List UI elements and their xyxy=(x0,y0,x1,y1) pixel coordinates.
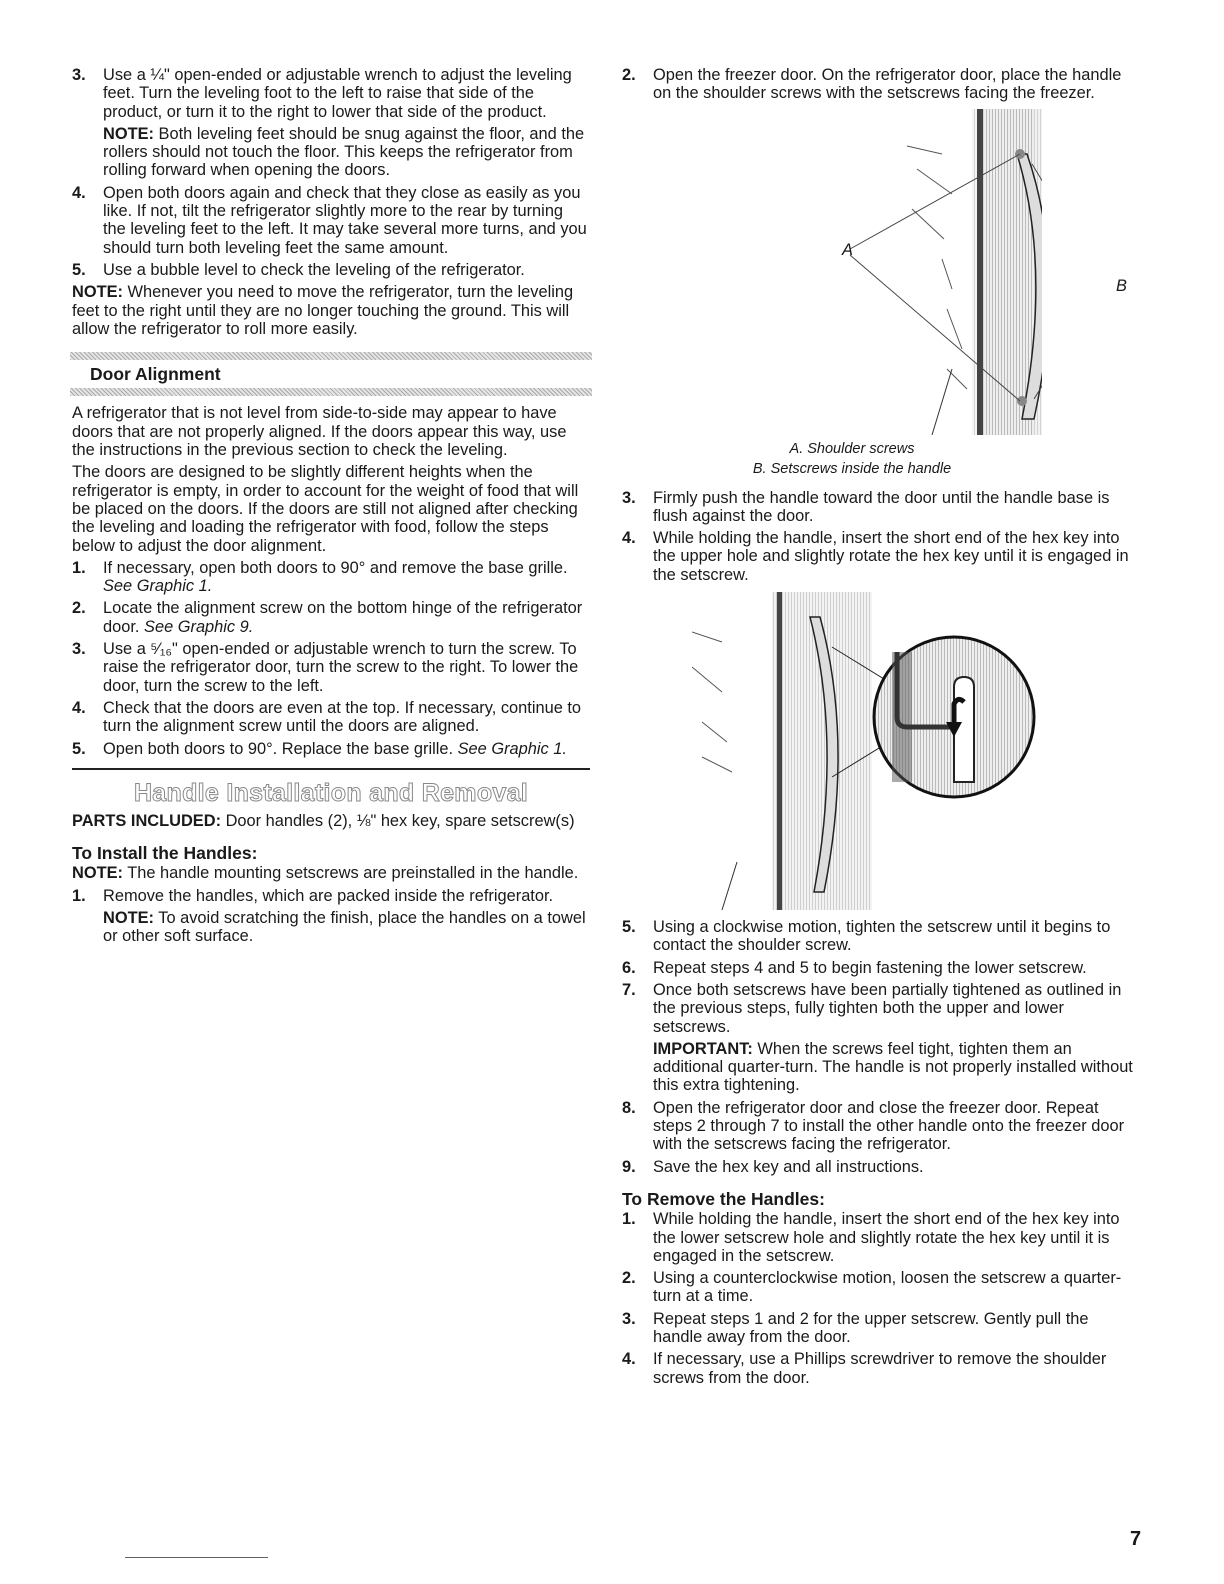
list-item xyxy=(622,1310,1142,1347)
step-number: 7. xyxy=(622,980,636,999)
list-item xyxy=(72,559,590,596)
step-text: Use a bubble level to check the leveling of the refrigerator. xyxy=(103,260,525,279)
note-text: Both leveling feet should be snug against the floor, and the rollers should not touch the floor. This keeps the refrigerator from rolling forward when opening the doors. xyxy=(103,124,585,180)
caption-b: B. Setscrews inside the handle xyxy=(752,460,952,477)
step-text: Using a counterclockwise motion, loosen the setscrew a quarter-turn at a time. xyxy=(653,1269,1122,1306)
section-heading: Handle Installation and Removal xyxy=(133,778,529,807)
note-label: NOTE: xyxy=(72,283,123,302)
step-number: 6. xyxy=(622,958,636,977)
step-number: 2. xyxy=(622,1269,636,1288)
step-text: Open both doors again and check that they close as easily as you like. If not, tilt the refrigerator slightly more to the rear by turning the leveling feet to the left. It may take several more turns, and you should turn both leveling feet the same amount. xyxy=(103,183,587,257)
step-number: 3. xyxy=(622,1309,636,1328)
note-text: Whenever you need to move the refrigerator, turn the leveling feet to the right until they are no longer touching the ground. This will allow the refrigerator to roll more easily. xyxy=(72,283,574,338)
hex-key-setscrew-drawing xyxy=(692,592,1052,910)
step-number: 3. xyxy=(72,640,86,659)
step-number: 5. xyxy=(72,260,86,279)
graphic-ref: See Graphic 9. xyxy=(144,617,254,636)
step-number: 2. xyxy=(622,66,636,84)
step-text: Check that the doors are even at the top. If necessary, continue to turn the alignment screw until the doors are aligned. xyxy=(103,698,582,736)
note-label: NOTE: xyxy=(103,124,154,143)
note xyxy=(103,909,590,946)
step-text: Open both doors to 90°. Replace the base grille. xyxy=(103,739,458,758)
move-note xyxy=(72,283,590,338)
list-item xyxy=(622,981,1142,1095)
step-number: 1. xyxy=(72,558,86,577)
paragraph: The doors are designed to be slightly different heights when the refrigerator is empty, in order to account for the weight of food that will be placed on the doors. If the doors are still not aligned after checking the leveling and loading the refrigerator with food, follow the steps below to adjust the door alignment. xyxy=(72,463,579,555)
note-label: NOTE: xyxy=(103,908,154,927)
step-text: While holding the handle, insert the short end of the hex key into the lower setscrew hole and slightly rotate the hex key until it is engaged in the setscrew. xyxy=(653,1210,1120,1265)
step-text: Once both setscrews have been partially tightened as outlined in the previous steps, fully tighten both the upper and lower setscrews. xyxy=(653,980,1122,1036)
step-text: Save the hex key and all instructions. xyxy=(653,1157,924,1176)
step-number: 1. xyxy=(622,1210,636,1229)
callout-label-b: B xyxy=(1116,276,1127,295)
list-item xyxy=(622,959,1142,977)
note-label: IMPORTANT: xyxy=(653,1039,753,1058)
step-text: If necessary, open both doors to 90° and remove the base grille. xyxy=(103,558,568,577)
list-item xyxy=(622,1158,1142,1176)
list-item xyxy=(622,1269,1142,1306)
list-item xyxy=(622,66,1142,103)
list-item xyxy=(622,918,1142,955)
step-number: 4. xyxy=(622,529,636,548)
graphic-ref: See Graphic 1. xyxy=(103,577,213,596)
right-column xyxy=(622,66,1142,1391)
important-note xyxy=(653,1040,1142,1095)
note-label: NOTE: xyxy=(72,864,123,883)
step-text: Using a clockwise motion, tighten the setscrew until it begins to contact the shoulder screw. xyxy=(653,918,1111,955)
step-number: 3. xyxy=(622,488,636,507)
graphic-ref: See Graphic 1. xyxy=(457,739,567,758)
caption-a: A. Shoulder screws xyxy=(789,440,915,457)
door-alignment-header xyxy=(72,352,590,396)
list-item xyxy=(72,740,590,758)
step-text: Repeat steps 4 and 5 to begin fastening the lower setscrew. xyxy=(653,958,1087,977)
paragraph: A refrigerator that is not level from side-to-side may appear to have doors that are not properly aligned. If the doors appear this way, use the instructions in the previous section to check the leveling. xyxy=(72,404,567,460)
subsection-title: To Remove the Handles: xyxy=(622,1188,825,1209)
list-item xyxy=(72,887,590,946)
section-title: Door Alignment xyxy=(90,364,221,385)
step-number: 4. xyxy=(622,1350,636,1369)
list-item xyxy=(72,599,590,636)
install-note xyxy=(72,864,590,882)
step-number: 8. xyxy=(622,1098,636,1117)
step-text: Remove the handles, which are packed inside the refrigerator. xyxy=(103,886,554,905)
list-item xyxy=(72,66,590,180)
refrigerator-handle-drawing xyxy=(722,109,1042,435)
note-text: The handle mounting setscrews are preinstalled in the handle. xyxy=(123,864,579,883)
hex-key-illustration xyxy=(692,592,1052,910)
step-text: Use a ¼" open-ended or adjustable wrench to adjust the leveling feet. Turn the leveling foot to the left to raise that side of the product, or turn it to the right to lower that side of the product. xyxy=(103,66,572,121)
divider xyxy=(70,388,592,396)
step-number: 9. xyxy=(622,1157,636,1176)
subsection-title: To Install the Handles: xyxy=(72,843,258,864)
parts-text: Door handles (2), ⅛" hex key, spare setscrew(s) xyxy=(221,811,575,830)
list-item xyxy=(622,1099,1142,1154)
step-number: 4. xyxy=(72,183,86,202)
step-text: Locate the alignment screw on the bottom hinge of the refrigerator door. xyxy=(103,599,583,636)
step-text: Firmly push the handle toward the door until the handle base is flush against the door. xyxy=(653,488,1110,525)
note xyxy=(103,125,590,180)
figure-caption xyxy=(562,439,1142,479)
step-number: 5. xyxy=(622,918,636,937)
step-number: 1. xyxy=(72,886,86,905)
divider xyxy=(70,352,592,360)
step-text: Open the freezer door. On the refrigerator door, place the handle on the shoulder screws with the setscrews facing the freezer. xyxy=(653,66,1122,103)
note-text: To avoid scratching the finish, place the handles on a towel or other soft surface. xyxy=(103,908,586,946)
step-text: Open the refrigerator door and close the freezer door. Repeat steps 2 through 7 to install the other handle onto the freezer door with the setscrews facing the refrigerator. xyxy=(653,1098,1125,1154)
step-number: 5. xyxy=(72,739,86,758)
note-text: When the screws feel tight, tighten them an additional quarter-turn. The handle is not properly installed without this extra tightening. xyxy=(653,1039,1133,1095)
left-column xyxy=(72,66,590,950)
list-item xyxy=(72,699,590,736)
step-number: 4. xyxy=(72,698,86,717)
list-item xyxy=(72,640,590,695)
step-text: Use a ⁵⁄₁₆" open-ended or adjustable wrench to turn the screw. To raise the refrigerator door, turn the screw to the right. To lower the door, turn the screw to the left. xyxy=(103,640,579,695)
list-item xyxy=(622,529,1142,584)
divider xyxy=(72,768,590,770)
parts-included xyxy=(72,812,590,830)
list-item xyxy=(72,261,590,279)
step-text: Repeat steps 1 and 2 for the upper setscrew. Gently pull the handle away from the door. xyxy=(653,1309,1089,1347)
step-text: While holding the handle, insert the short end of the hex key into the upper hole and slightly rotate the hex key until it is engaged in the setscrew. xyxy=(653,529,1129,584)
callout-label-a: A xyxy=(842,240,853,259)
step-number: 2. xyxy=(72,599,86,618)
step-number: 3. xyxy=(72,66,86,84)
footer-line xyxy=(125,1557,268,1558)
handle-placement-illustration xyxy=(722,109,1127,435)
step-text: If necessary, use a Phillips screwdriver to remove the shoulder screws from the door. xyxy=(653,1350,1107,1387)
page-number: 7 xyxy=(1130,1528,1142,1550)
parts-label: PARTS INCLUDED: xyxy=(72,811,222,830)
list-item xyxy=(622,1210,1142,1265)
list-item xyxy=(72,184,590,257)
list-item xyxy=(622,489,1142,526)
list-item xyxy=(622,1350,1142,1387)
